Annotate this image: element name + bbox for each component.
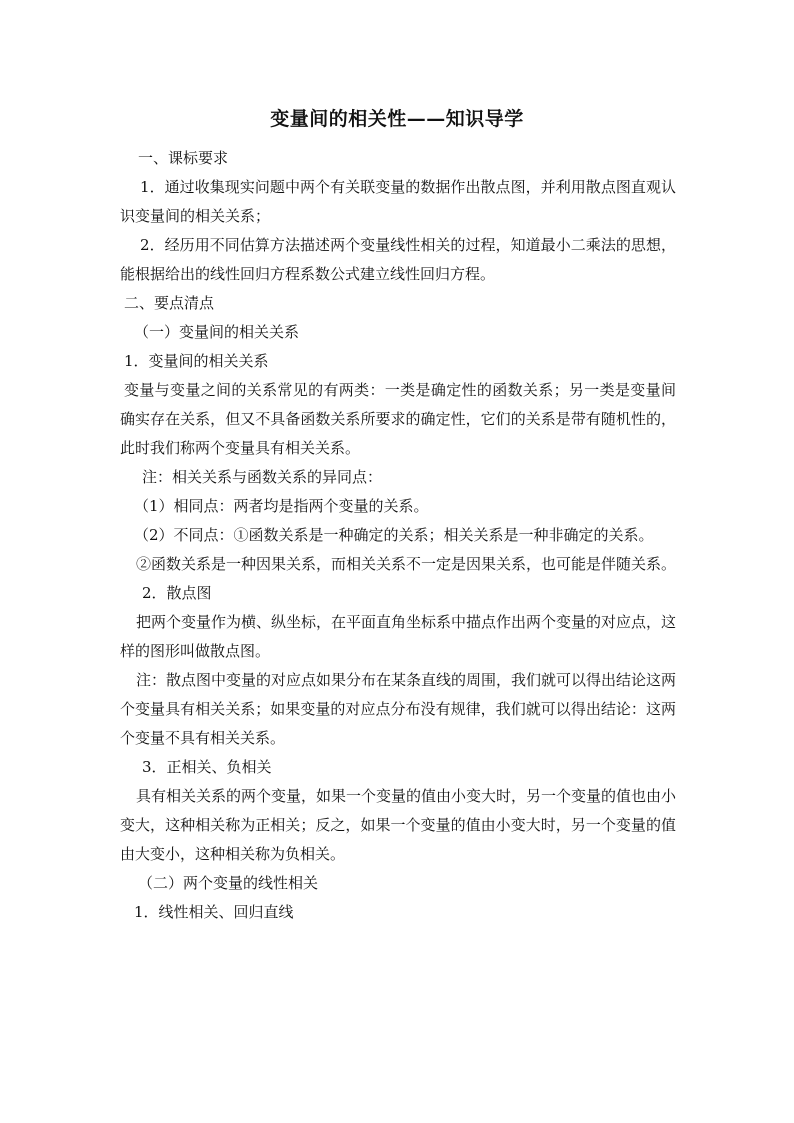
curriculum-item-1: 1．通过收集现实问题中两个有关联变量的数据作出散点图，并利用散点图直观认识变量间的相关关系； [120, 178, 676, 225]
paragraph-positive-negative: 具有相关关系的两个变量，如果一个变量的值由小变大时，另一个变量的值也由小变大，这种相关称为正相关；反之，如果一个变量的值由小变大时，另一个变量的值由大变小，这种相关称为负相关。 [120, 787, 677, 863]
curriculum-item-2: 2．经历用不同估算方法描述两个变量线性相关的过程，知道最小二乘法的思想，能根据给出的线性回归方程系数公式建立线性回归方程。 [120, 236, 676, 283]
item-heading-scatter: 2．散点图 [142, 584, 212, 602]
item-heading-correlation: 1．变量间的相关关系 [124, 352, 269, 370]
item-heading-positive-negative: 3．正相关、负相关 [142, 758, 272, 776]
subsection-heading-linear: （二）两个变量的线性相关 [138, 874, 319, 892]
section-heading-curriculum: 一、课标要求 [138, 149, 229, 167]
note-point-causal: ②函数关系是一种因果关系，而相关关系不一定是因果关系，也可能是伴随关系。 [136, 555, 677, 573]
note-heading: 注：相关关系与函数关系的异同点： [142, 468, 383, 486]
note-point-similarity: （1）相同点：两者均是指两个变量的关系。 [134, 497, 429, 515]
subsection-heading-correlation: （一）变量间的相关关系 [134, 323, 300, 341]
note-point-difference: （2）不同点：①函数关系是一种确定的关系；相关关系是一种非确定的关系。 [134, 526, 654, 544]
paragraph-correlation: 变量与变量之间的关系常见的有两类：一类是确定性的函数关系；另一类是变量间确实存在关系，但又不具备函数关系所要求的确定性，它们的关系是带有随机性的，此时我们称两个变量具有相关关系。 [120, 381, 676, 457]
document-body [120, 144, 676, 927]
paragraph-scatter: 把两个变量作为横、纵坐标，在平面直角坐标系中描点作出两个变量的对应点，这样的图形叫做散点图。 [120, 613, 677, 660]
document-title: 变量间的相关性——知识导学 [270, 108, 524, 130]
section-heading-key-points: 二、要点清点 [124, 294, 215, 312]
note-scatter: 注：散点图中变量的对应点如果分布在某条直线的周围，我们就可以得出结论这两个变量具有相关关系；如果变量的对应点分布没有规律，我们就可以得出结论：这两个变量不具有相关关系。 [120, 671, 677, 747]
item-heading-regression: 1．线性相关、回归直线 [134, 903, 294, 921]
